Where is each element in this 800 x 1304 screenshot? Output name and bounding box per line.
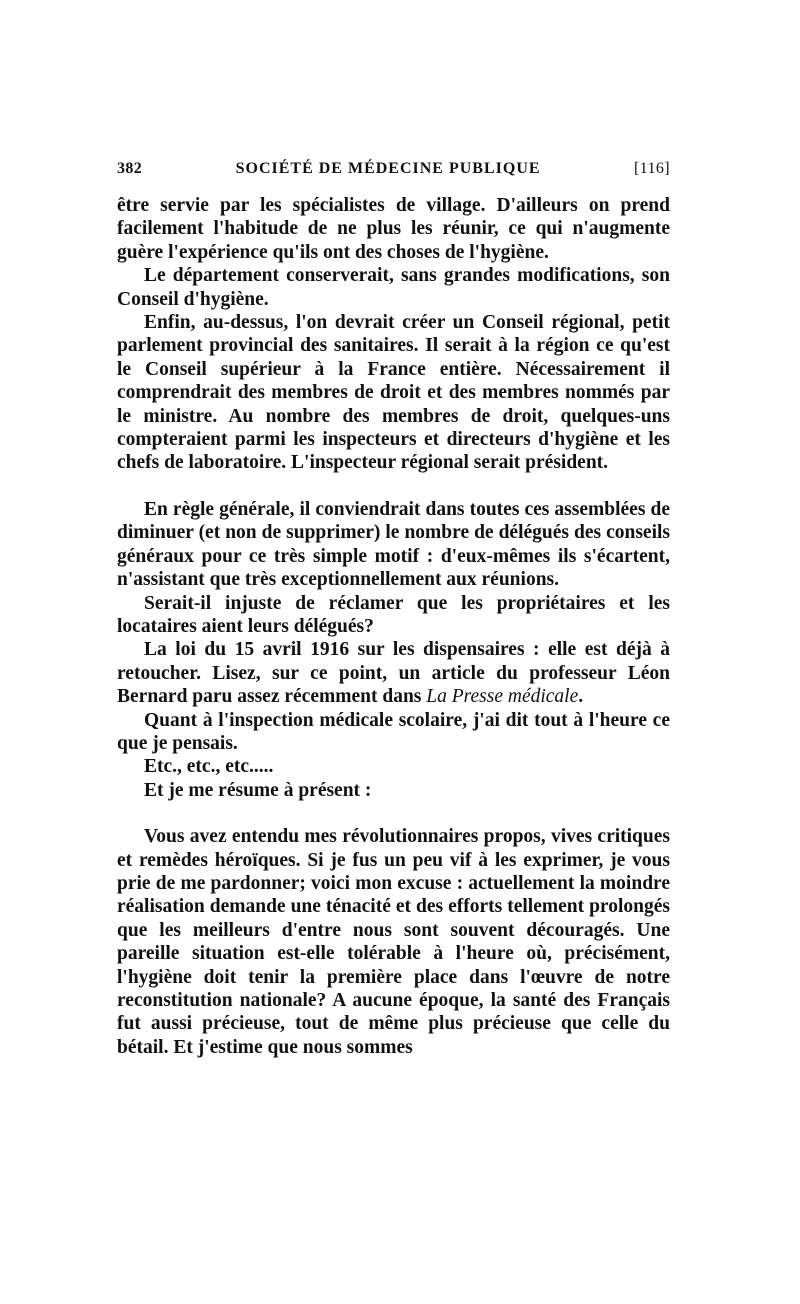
paragraph-proprietaires: Serait-il injuste de réclamer que les propriétaires et les locataires aient leurs délégués? bbox=[117, 592, 670, 637]
running-header bbox=[117, 160, 670, 178]
loi-text: La loi du 15 avril 1916 sur les dispensaires : elle est déjà à retoucher. Lisez, sur ce point, un article du professeur Léon Bernard paru assez récemment dans bbox=[117, 639, 670, 708]
body-text bbox=[117, 194, 670, 1059]
running-title: SOCIÉTÉ DE MÉDECINE PUBLIQUE bbox=[235, 160, 541, 177]
loi-text-end: . bbox=[578, 686, 584, 708]
paragraph-regle-generale: En règle générale, il conviendrait dans toutes ces assemblées de diminuer (et non de supprimer) le nombre de délégués des conseils généraux pour ce très simple motif : d'eux-mêmes ils s'écartent, n'assistant que très exceptionnellement aux réunions. bbox=[117, 498, 670, 591]
paragraph-conseil-regional: Enfin, au-dessus, l'on devrait créer un Conseil régional, petit parlement provincial des sanitaires. Il serait à la région ce qu'est le Conseil supérieur à la France entière. Nécessairement il comprendrait des membres de droit et des membres nommés par le ministre. Au nombre des membres de droit, quelques-uns compteraient parmi les inspecteurs et directeurs d'hygiène et les chefs de laboratoire. L'inspecteur régional serait président. bbox=[117, 312, 670, 474]
book-page bbox=[117, 160, 670, 1059]
paragraph-conclusion: Vous avez entendu mes révolutionnaires propos, vives critiques et remèdes héroïques. Si je fus un peu vif à les exprimer, je vous prie de me pardonner; voici mon excuse : actuellement la moindre réalisation demande une ténacité et des efforts tellement prolongés que les meilleurs d'entre nous sont souvent découragés. Une pareille situation est-elle tolérable à l'heure où, précisément, l'hygiène doit tenir la première place dans l'œuvre de notre reconstitution nationale? A aucune époque, la santé des Français fut aussi précieuse, tout de même plus précieuse que celle du bétail. Et j'estime que nous sommes bbox=[117, 826, 670, 1058]
paragraph-continued: être servie par les spécialistes de village. D'ailleurs on prend facilement l'habitude de ne plus les réunir, ce qui n'augmente guère l'expérience qu'ils ont des choses de l'hygiène. bbox=[117, 195, 670, 263]
journal-title: La Presse médicale bbox=[426, 686, 579, 708]
paragraph-etc: Etc., etc., etc..... bbox=[144, 756, 274, 778]
paragraph-loi-dispensaires bbox=[117, 638, 670, 708]
paragraph-inspection-scolaire: Quant à l'inspection médicale scolaire, j'ai dit tout à l'heure ce que je pensais. bbox=[117, 709, 670, 754]
paragraph-resume: Et je me résume à présent : bbox=[144, 779, 372, 801]
paragraph-departement: Le département conserverait, sans grandes modifications, son Conseil d'hygiène. bbox=[117, 265, 670, 310]
page-reference: [116] bbox=[633, 160, 670, 177]
page-number: 382 bbox=[117, 160, 143, 177]
